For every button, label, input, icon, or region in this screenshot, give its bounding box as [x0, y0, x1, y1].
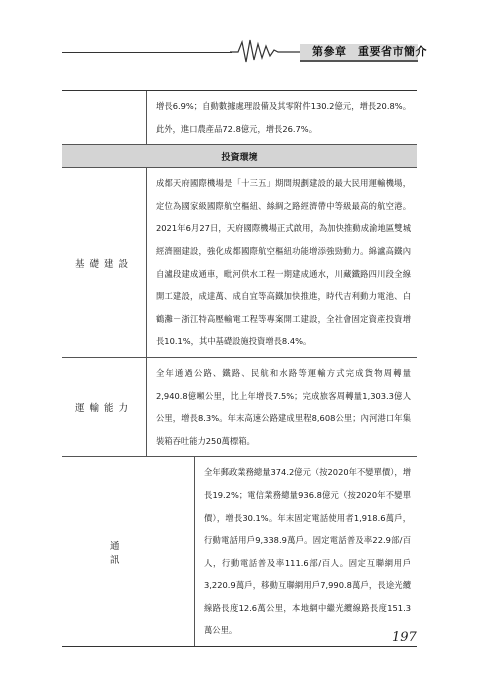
row-content: 增長6.9%；自動數據處理設備及其零附件130.2億元，增長20.8%。此外，進口農產品72.8億元，增長26.7%。 [156, 101, 411, 134]
row-content: 全年郵政業務總量374.2億元（按2020年不變單價），增長19.2%；電信業務總量936.8億元（按2020年不變單價），增長30.1%。年末固定電話使用者1,918.6萬戶，行動電話用戶9,338.9萬戶。固定電話普及率22.9部/百人，行動電話普及率111.6部/百人。固定互聯網用戶3,220.9萬戶，移動互聯網用戶7,990.8萬戶，長途光纜線路長度12.6萬公里，本地網中繼光纜線路長度151.3萬公里。 [204, 467, 411, 636]
pulse-wave-icon [230, 36, 300, 66]
row-content: 成都天府國際機場是「十三五」期間規劃建設的最大民用運輸機場，定位為國家級國際航空樞紐、絲綢之路經濟帶中等級最高的航空港。2021年6月27日，天府國際機場正式啟用，為加快推動成渝地區雙城經濟圈建設，強化成都國際航空樞紐功能增添強勁動力。綿瀘高鐵內自瀘段建成通車，毗河供水工程一期建成通水，川藏鐵路四川段全線開工建設，成達萬、成自宜等高鐵加快推進，時代吉利動力電池、白鶴灘－浙江特高壓輸電工程等專案開工建設，全社會固定資產投資增長10.1%，其中基礎設施投資增長8.4%。 [156, 178, 411, 347]
chapter-title: 第參章 重要省市簡介 [312, 45, 427, 58]
table-row [62, 457, 417, 646]
header-rule [62, 52, 232, 53]
page-header [0, 0, 480, 80]
row-label: 通訊 [62, 457, 195, 646]
row-label: 基礎建設 [62, 168, 147, 357]
table-row [62, 91, 417, 145]
info-table [62, 90, 417, 647]
table-row [62, 168, 417, 358]
table-row [62, 358, 417, 457]
row-content: 全年通過公路、鐵路、民航和水路等運輸方式完成貨物周轉量2,940.8億噸公里，比上年增長7.5%；完成旅客周轉量1,303.3億人公里，增長8.3%。年末高速公路建成里程8,608公里；內河港口年集裝箱吞吐能力250萬標箱。 [156, 367, 411, 446]
page-number: 197 [392, 630, 417, 645]
row-label [62, 91, 147, 144]
row-label: 運輸能力 [62, 358, 147, 456]
section-header: 投資環境 [62, 145, 417, 168]
